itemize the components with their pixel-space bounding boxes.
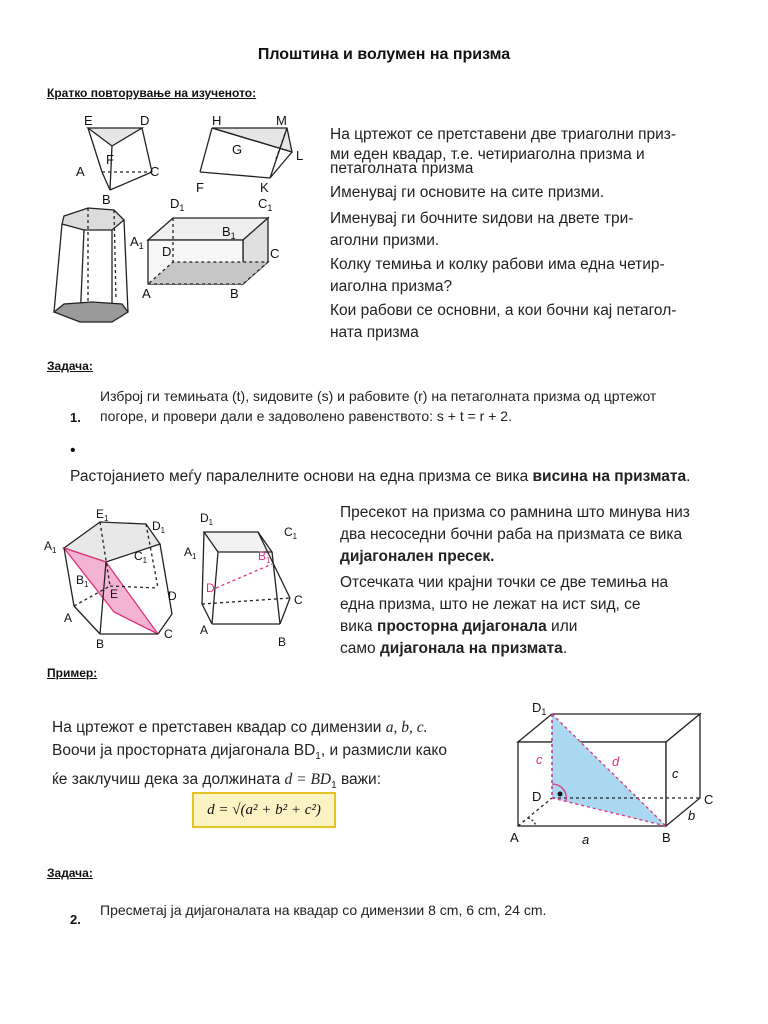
label-c-right: c [672,766,679,781]
label-B: B [662,830,671,845]
label-E: E [110,587,119,601]
label-a: a [582,832,590,847]
label-C: C [150,164,160,179]
label-H: H [212,113,222,128]
label-B2: B [230,286,239,301]
label-A: A [510,830,519,845]
label-B: B [96,637,105,651]
task2-number: 2. [70,912,81,927]
task2-text: Пресметај ја дијагоналата на квадар со димензии 8 cm, 6 cm, 24 cm. [100,902,547,918]
review-line: петаголната призма [330,160,474,177]
label-B: B [102,192,111,207]
label-Cb: C [294,593,303,607]
label-Bb: B [278,635,287,649]
review-line: аголни призми. [330,232,440,249]
label-F2: F [196,180,204,195]
label-A: A [76,164,85,179]
label-M: M [276,113,287,128]
label-D: D [168,589,177,603]
label-B1: $B_1$ [76,573,89,589]
label-F: F [106,152,114,167]
diagonal-section-figure [40,504,320,654]
example-text: На цртежот е претставен квадар со димензии a, b, c. Воочи ја просторната дијагонала $BD_1$, и размисли како ќе заклучиш дека за должината $d = BD_1$ важи: [52,719,447,792]
review-line: ната призма [330,324,419,341]
label-A1: $A_1$ [130,234,144,251]
label-B1b: $B_1$ [258,549,271,565]
section-heading-review: Кратко повторување на изученото: [47,86,257,100]
label-D1: $D_1$ [532,700,547,717]
label-G: G [232,142,243,157]
bullet: • [70,442,76,459]
label-D1: $D_1$ [152,519,166,535]
section-heading-task2: Задача: [47,866,93,880]
label-C: C [164,627,173,641]
label-L: L [296,148,304,163]
task1-number: 1. [70,410,81,425]
task1-line: погоре, и провери дали е задоволено равенството: s + t = r + 2. [100,408,512,424]
review-line: ми еден квадар, т.е. четириаголна призма и [330,146,645,163]
label-E: E [84,113,93,128]
section-definition: Пресекот на призма со рамнина што минува низ два несоседни бочни раба на призмата се вика дијагонален пресек. Отсечката чии крајни точки се две темиња на една призма, што не лежат на ист ѕид, се вика просторна дијагонала или само дијагонала на призмата. [340,504,690,657]
label-Dd: D [162,244,172,259]
label-D: D [140,113,150,128]
review-line: Именувај ги основите на сите призми. [330,184,605,201]
review-line: Колку темиња и колку рабови има една четир- [330,256,665,273]
label-C1: $C_1$ [258,196,273,213]
label-E1: $E_1$ [96,507,109,523]
label-b: b [688,808,696,823]
height-definition: Растојанието меѓу паралелните основи на една призма се вика висина на призмата. [70,468,691,485]
label-D1b: $D_1$ [200,511,214,527]
review-line: Именувај ги бочните ѕидови на двете три- [330,210,634,227]
label-C1: $C_1$ [134,549,148,565]
prisms-figure [40,112,310,347]
label-A2: A [142,286,151,301]
label-C: C [704,792,714,807]
review-line: иаголна призма? [330,278,453,295]
label-Db: D [206,581,215,595]
label-A1: $A_1$ [44,539,57,555]
label-D1: $D_1$ [170,196,185,213]
task1-text [100,386,760,426]
label-C1b: $C_1$ [284,525,298,541]
cuboid-diagonal-figure [508,700,728,850]
review-line: На цртежот се претставени две триаголни приз- [330,126,677,143]
label-A: A [64,611,73,625]
label-D: D [532,789,542,804]
label-c-left: c [536,752,543,767]
task1-line: Изброј ги темињата (t), ѕидовите (s) и рабовите (r) на петаголната призма од цртежот [100,388,657,404]
diagonal-formula: d = √(a² + b² + c²) [192,792,336,828]
section-heading-example: Пример: [47,666,98,680]
label-A1b: $A_1$ [184,545,197,561]
section-heading-task: Задача: [47,359,93,373]
page-title: Плоштина и волумен на призма [257,46,511,63]
label-B1: $B_1$ [222,224,236,241]
review-line: Кои рабови се основни, а кои бочни кај петагол- [330,302,677,319]
label-C2: C [270,246,280,261]
label-Ab: A [200,623,209,637]
label-K: K [260,180,269,195]
label-d: d [612,754,620,769]
review-text [330,124,750,344]
